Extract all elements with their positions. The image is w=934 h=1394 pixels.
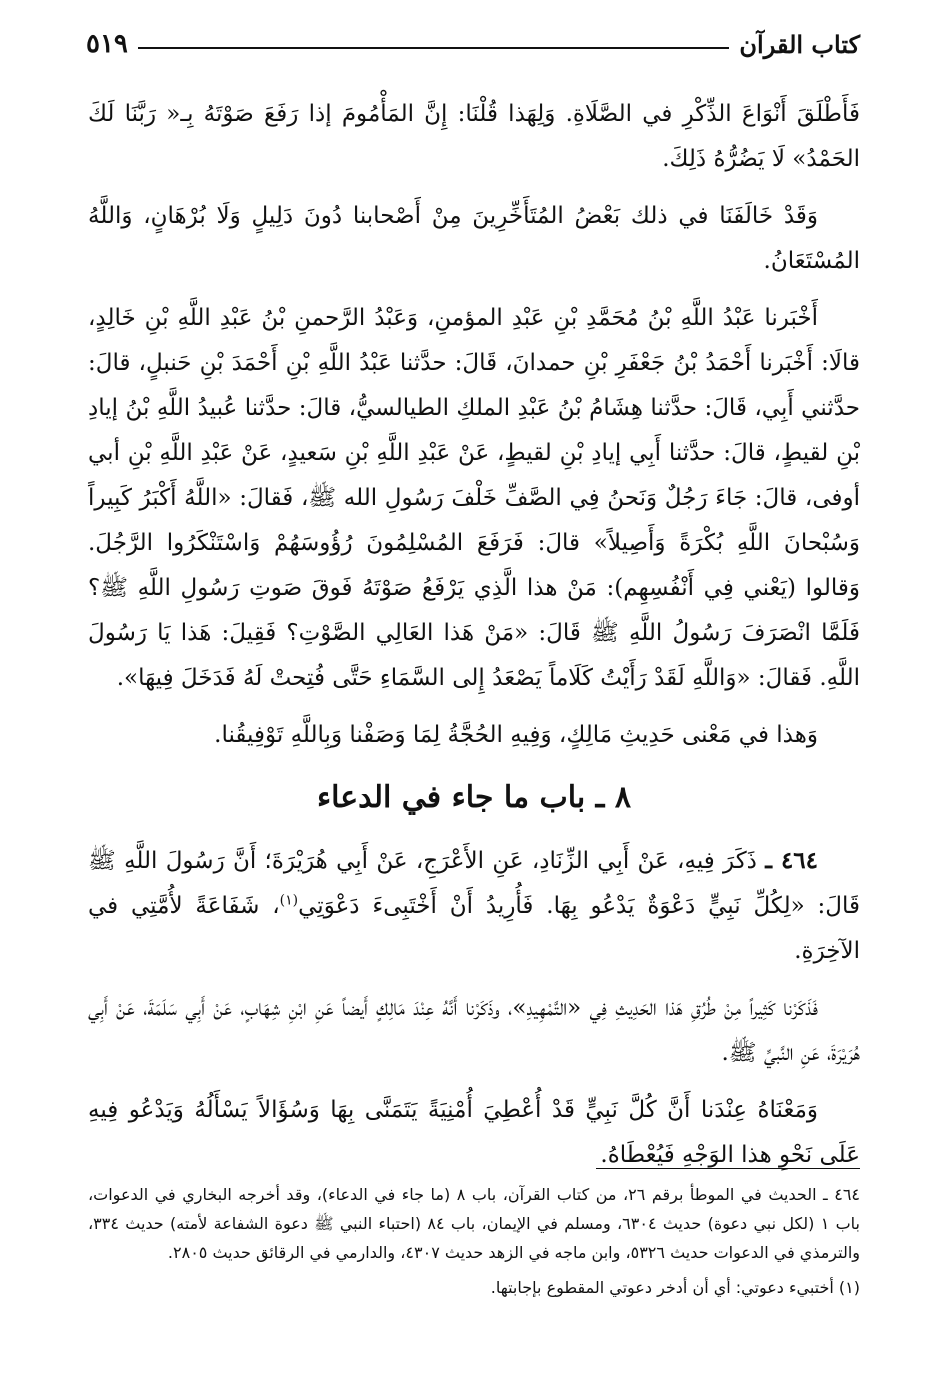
footnote-1: (١) أختبيء دعوتي: أي أن أدخر دعوتي المقطوع بإجابتها. [490, 1278, 860, 1297]
paragraph-3: أَخْبَرنا عَبْدُ اللَّهِ بْنُ مُحَمَّدِ بْنِ عَبْدِ المؤمنِ، وَعَبْدُ الرَّحمنِ بْنُ عَبْدِ اللَّهِ بْنِ خَالِدٍ، قالَا: أَخْبَرنا أَحْمَدُ بْنُ جَعْفَرِ بْنِ حمدانَ، قَالَ: حدَّثنا عَبْدُ اللَّهِ بْنِ أَحْمَدَ بْنِ حَنبلٍ، قالَ: حدَّثني أَبِي، قَالَ: حدَّثنا هِشَامُ بْنُ عَبْدِ الملكِ الطيالسيُّ، قالَ: حدَّثنا عُبيدُ اللَّهِ بْنُ إيادِ بْنِ لقيطٍ، قالَ: حدَّثنا أَبِي إيادِ بْنِ لقيطٍ، عَنْ عَبْدِ اللَّهِ بْنِ سَعيدٍ، عَنْ عَبْدِ اللَّهِ بْنِ أبي أوفى، قالَ: جَاءَ رَجُلٌ وَنَحنُ فِي الصَّفِّ خَلْفَ رَسُولِ الله ﷺ، فَقالَ: «اللَّهُ أَكْبَرُ كَبِيراً وَسُبْحانَ اللَّهِ بُكْرَةً وَأَصِيلاً» قالَ: فَرَفَعَ المُسْلِمُونَ رُؤُوسَهُمْ وَاسْتَنْكَرُوا الرَّجُلَ. وَقالوا (يَعْني فِي أَنْفُسِهِم): مَنْ هذا الَّذِي يَرْفَعُ صَوْتَهُ فَوقَ صَوتِ رَسُولِ اللَّهِ ﷺ؟ فَلَمَّا انْصَرَفَ رَسُولُ اللَّهِ ﷺ قَالَ: «مَنْ هَذا العَالِي الصَّوْتِ؟ فَقِيلَ: هَذا يَا رَسُولَ اللَّهِ. فَقالَ: «وَاللَّهِ لَقَدْ رَأَيْتُ كَلَاماً يَصْعَدُ إِلى السَّمَاءِ حَتَّى فُتِحتْ لَهُ فَدَخَلَ فِيهَا». [88, 305, 860, 691]
book-title: كتاب القرآن [739, 29, 860, 59]
header-rule [138, 47, 730, 49]
footnotes [88, 1180, 860, 1308]
paragraph-4: وَهذا في مَعْنى حَدِيثِ مَالِكٍ، وَفِيهِ الحُجَّةُ لِمَا وَصَفْنا وَبِاللَّهِ تَوْفِيقُنا. [214, 722, 818, 748]
paragraph-2: وَقَدْ خَالَفَنَا في ذلك بَعْضُ المُتَأَخِّرِينَ مِنْ أَصْحابنا دُونَ دَلِيلٍ وَلَا بُرْهَانٍ، وَاللَّهُ المُسْتَعَانُ. [88, 203, 860, 274]
hadith-number: ٤٦٤ ـ [765, 847, 819, 874]
paragraph-6: وَمَعْنَاهُ عِنْدَنا أَنَّ كُلَّ نَبِيٍّ قَدْ أُعْطِيَ أُمْنِيَةً يَتَمَنَّى بِهَا وَسُؤَالاً يَسْأَلُهُ وَيَدْعُو فِيهِ عَلَى نَحْوِ هذا الوَجْهِ فَيُعْطَاهُ. [88, 1097, 860, 1168]
body-text [88, 92, 860, 1190]
footnote-marker: (١) [279, 892, 299, 909]
footnote-hadith-source: ٤٦٤ ـ الحديث في الموطأ برقم ٢٦، من كتاب القرآن، باب ٨ (ما جاء في الدعاء)، وقد أخرجه البخاري في الدعوات، باب ١ (لكل نبي دعوة) حديث ٦٣٠٤، ومسلم في الإيمان، باب ٨٤ (احتباء النبي ﷺ دعوة الشفاعة لأمته) حديث ٣٣٤، والترمذي في الدعوات حديث ٥٣٢٦، وابن ماجه في الزهد حديث ٤٣٠٧، والدارمي في الرقائق حديث ٢٨٠٥. [88, 1185, 861, 1262]
paragraph-5: فَذَكَرْنا كَثِيراً مِنْ طُرُقِ هَذا الحَدِيثِ فِي «التَّمْهِيدِ»، وذَكَرْنا أَنَّهُ عِنْدَ مَالِكٍ أَيضاً عَنِ ابْنِ شِهَابٍ، عَنْ أَبِي سَلَمَةَ، عَنْ أَبِي هُرَيْرَةَ، عَنِ النَّبيِّ ﷺ. [88, 995, 860, 1066]
page-number: ٥١٩ [86, 29, 128, 59]
hadith-text-part-b: ، شَفَاعَةً لأُمَّتِي في الآخِرَةِ. [88, 893, 860, 964]
section-title: ٨ ـ باب ما جاء في الدعاء [316, 780, 632, 815]
hadith-text-part-a: ذَكَرَ فِيهِ، عَنْ أَبِي الزِّنَادِ، عَنِ الأَعْرَجِ، عَنْ أَبِي هُرَيْرَةَ؛ أَنَّ رَسُولَ اللَّهِ ﷺ قَالَ: «لِكُلِّ نَبِيٍّ دَعْوَةٌ يَدْعُو بِهَا. فَأُرِيدُ أَنْ أَخْتَبِىءَ دَعْوَتِي [88, 848, 860, 919]
paragraph-1: فَأَطْلَقَ أَنْوَاعَ الذِّكْرِ في الصَّلَاةِ. وَلِهَذا قُلْنَا: إِنَّ المَأْمُومَ إذا رَفَعَ صَوْتَهُ بِـ« رَبَّنَا لَكَ الحَمْدُ» لَا يَضُرُّهُ ذَلِكَ. [88, 101, 860, 172]
footnote-separator [596, 1168, 860, 1169]
running-header [86, 24, 860, 64]
hadith-paragraph [88, 838, 860, 974]
